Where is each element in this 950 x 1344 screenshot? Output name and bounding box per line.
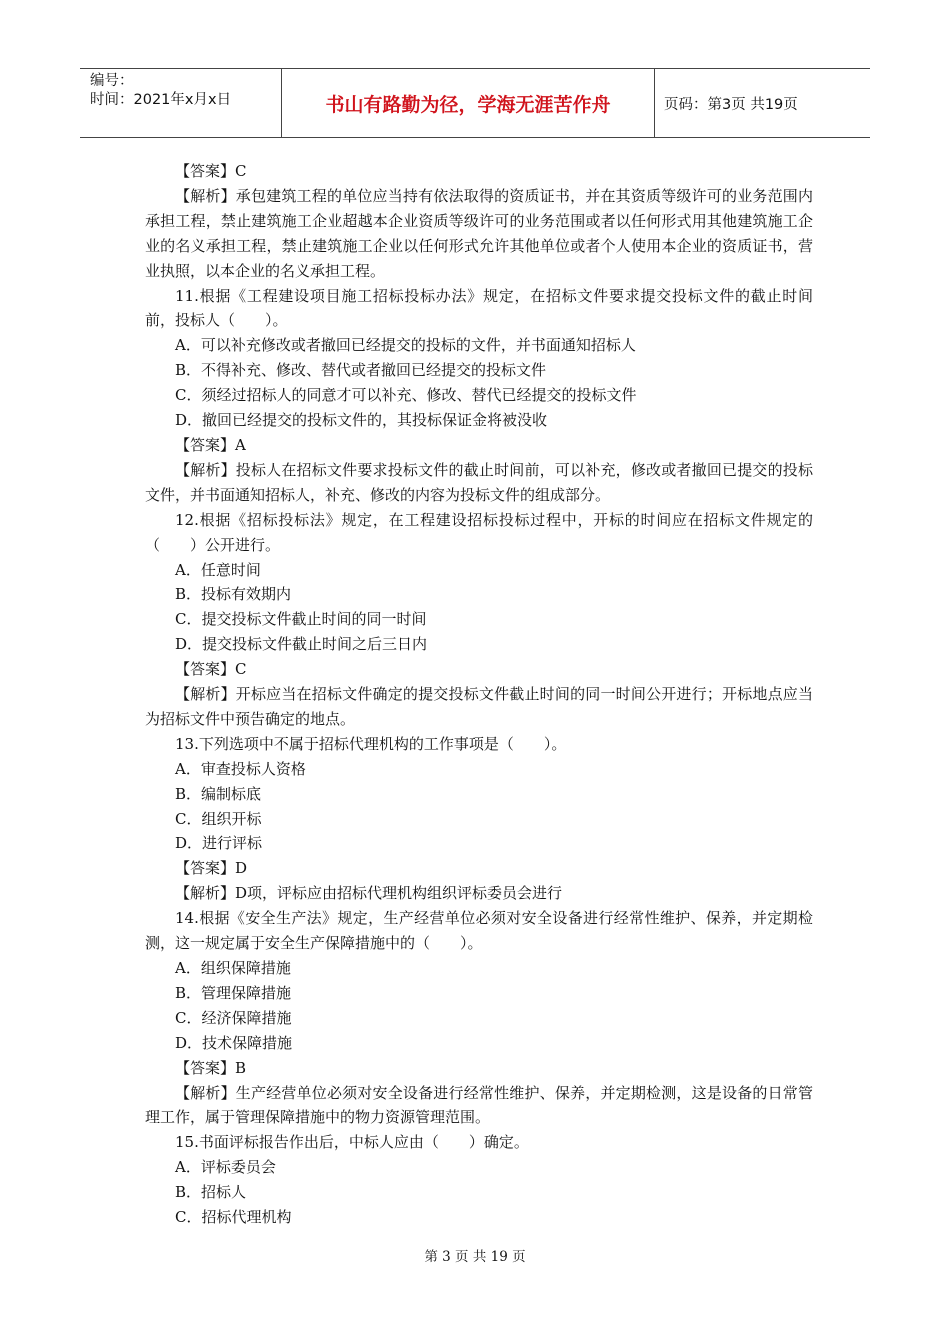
serial-label: 编号： xyxy=(90,73,134,89)
option-d: D．提交投标文件截止时间之后三日内 xyxy=(175,635,428,654)
answer-line: 【答案】D xyxy=(175,859,248,878)
header-meta xyxy=(80,69,282,137)
time-label: 时间：2021年x月x日 xyxy=(90,92,232,108)
question-14: 14.根据《安全生产法》规定，生产经营单位必须对安全设备进行经常性维护、保养，并定期检测，这一规定属于安全生产保障措施中的（ ）。 xyxy=(145,909,813,953)
option-d: D．技术保障措施 xyxy=(175,1033,293,1052)
option-a: A．组织保障措施 xyxy=(175,959,291,977)
option-c: C．组织开标 xyxy=(175,809,262,828)
option-a: A．评标委员会 xyxy=(175,1158,276,1177)
header-motto: 书山有路勤为径，学海无涯苦作舟 xyxy=(282,69,655,137)
question-13: 13.下列选项中不属于招标代理机构的工作事项是（ ）。 xyxy=(175,734,567,753)
explanation-paragraph: 【解析】D项，评标应由招标代理机构组织评标委员会进行 xyxy=(175,884,563,903)
page-footer: 第 3 页 共 19 页 xyxy=(424,1249,526,1265)
explanation-paragraph: 【解析】生产经营单位必须对安全设备进行经常性维护、保养，并定期检测，这是设备的日常管理工作，属于管理保障措施中的物力资源管理范围。 xyxy=(145,1083,813,1127)
option-c: C．提交投标文件截止时间的同一时间 xyxy=(175,610,427,629)
option-c: C．经济保障措施 xyxy=(175,1008,292,1027)
answer-line: 【答案】C xyxy=(175,660,247,679)
option-b: B．管理保障措施 xyxy=(175,983,292,1002)
option-d: D．进行评标 xyxy=(175,834,263,853)
answer-line: 【答案】A xyxy=(175,435,246,454)
document-body xyxy=(145,159,813,1230)
option-b: B．编制标底 xyxy=(175,784,262,803)
option-b: B．招标人 xyxy=(175,1183,247,1202)
option-b: B．不得补充、修改、替代或者撤回已经提交的投标文件 xyxy=(175,361,547,380)
option-a: A．审查投标人资格 xyxy=(175,759,306,778)
explanation-paragraph: 【解析】开标应当在招标文件确定的提交投标文件截止时间的同一时间公开进行；开标地点应当为招标文件中预告确定的地点。 xyxy=(145,685,813,728)
explanation-paragraph: 【解析】承包建筑工程的单位应当持有依法取得的资质证书，并在其资质等级许可的业务范围内承担工程，禁止建筑施工企业超越本企业资质等级许可的业务范围或者以任何形式用其他建筑施工企业的名义承担工程，禁止建筑施工企业以任何形式允许其他单位或者个人使用本企业的资质证书，营业执照，以本企业的名义承担工程。 xyxy=(145,186,813,280)
option-a: A．任意时间 xyxy=(175,560,261,579)
explanation-paragraph: 【解析】投标人在招标文件要求投标文件的截止时间前，可以补充，修改或者撤回已提交的投标文件，并书面通知招标人，补充、修改的内容为投标文件的组成部分。 xyxy=(145,460,813,504)
answer-line: 【答案】B xyxy=(175,1058,247,1077)
question-15: 15.书面评标报告作出后，中标人应由（ ）确定。 xyxy=(175,1133,529,1152)
option-c: C．招标代理机构 xyxy=(175,1208,292,1227)
question-12: 12.根据《招标投标法》规定，在工程建设招标投标过程中，开标的时间应在招标文件规定的（ ）公开进行。 xyxy=(145,510,813,554)
question-11: 11.根据《工程建设项目施工招标投标办法》规定，在招标文件要求提交投标文件的截止时间前，投标人（ ）。 xyxy=(145,286,813,330)
answer-line: 【答案】C xyxy=(175,162,247,180)
option-b: B．投标有效期内 xyxy=(175,585,292,604)
option-a: A．可以补充修改或者撤回已经提交的投标的文件，并书面通知招标人 xyxy=(175,336,636,355)
option-d: D．撤回已经提交的投标文件的，其投标保证金将被没收 xyxy=(175,411,548,430)
option-c: C．须经过招标人的同意才可以补充、修改、替代已经提交的投标文件 xyxy=(175,386,637,405)
header-page-info: 页码：第3页 共19页 xyxy=(664,96,798,113)
page-header xyxy=(80,68,870,138)
